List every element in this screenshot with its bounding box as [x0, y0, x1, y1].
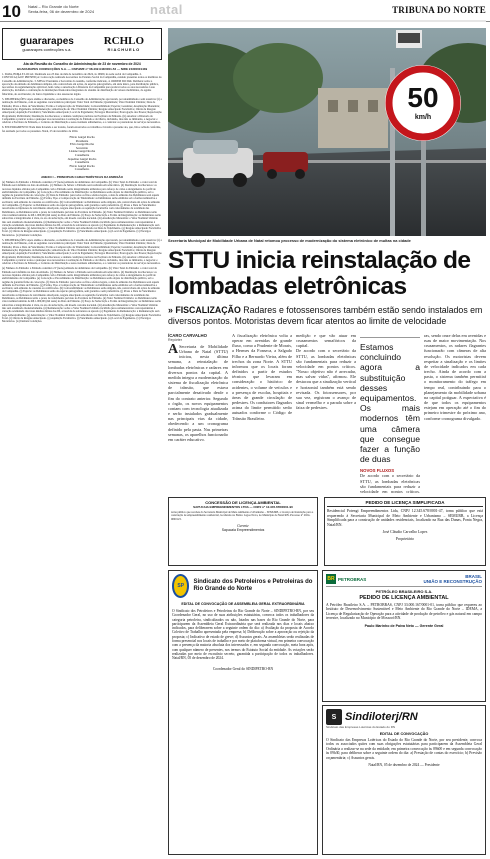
notice-paragraph: 6. ENCERRAMENTO: Nada mais havendo a ser tratado, foram encerrados os trabalhos e lavrada a presente ata, que, lida e achada conforme, foi assinada por todos os presentes. Natal, 23 de novembro de 2024. — [2, 126, 161, 133]
notice-signature: Natal/RN, 05 de dezembro de 2024 — Presidente — [368, 763, 440, 768]
sindipetro-header — [172, 574, 314, 598]
signature-role: Conselheiro — [74, 167, 90, 172]
byline: ÍCARO CARVALHO — [168, 333, 207, 338]
sindiloterj-title: Sindiloterj/RN — [345, 711, 418, 723]
drop-cap: A — [168, 342, 179, 357]
notice-paragraph: 5. DELIBERAÇÕES: Após análise e discussão, os membros do Conselho de Administração aprovaram, por unanimidade e sem ressalvas: (i) a realização da Emissão, com as seguintes características principais: Valor Total da Emissão; Quantidade; Valor Nominal Unitário; Data de Emissão; Prazo e Data de Vencimento; Forma e Comprovação de Titularidade; Conversibilidade; Espécie; Garantias; Atualização Monetária; Remuneração; Pagamento da Remuneração; Amortização do Valor Nominal Unitário; Resgate Antecipado Facultativo; Oferta de Resgate Antecipado; Aquisição Facultativa; Vencimento Antecipado; Local de Pagamento; Encargos Moratórios; Prorrogação dos Prazos; Repactuação Programada; Publicidade; Destinação dos Recursos; e demais condições previstas na Escritura de Emissão. (ii) autorizar a Diretoria da Companhia a praticar todos e quaisquer atos necessários à realização da Emissão e da Oferta, incluindo, mas não se limitando, a negociar e celebrar a Escritura de Emissão, o Contrato de Distribuição e seus eventuais aditamentos, e a contratar os prestadores de serviços necessários. — [2, 98, 162, 125]
notice-signature-company: Sapucaia Empreendimentos — [221, 527, 265, 532]
article-column — [296, 333, 356, 493]
signature-role: Conselheira — [74, 153, 90, 158]
notice-paragraph: 1. DATA, HORA E LOCAL: Realizada aos 23 dias do mês de novembro de 2024, às 10h00, na sede social da Companhia. 2. CONVOCAÇÃO E PRESENÇA: Convocação realizada nos termos do Estatuto Social da Companhia, estando presentes todos os membros do Conselho de Administração. 3. MESA: Presidente e Secretário da reunião, conforme indicado. 4. ORDEM DO DIA: Deliberar sobre a aprovação da emissão de debêntures simples, não conversíveis em ações, da espécie quirografária, em série única, para distribuição pública, nos termos da regulamentação aplicável, bem como a autorização à Diretoria da Companhia para praticar todos os atos necessários à sua efetivação, incluindo a contratação de instituições financeiras integrantes do sistema de distribuição de valores mobiliários, do agente fiduciário, do escriturador, do banco liquidante e dos assessores legais. — [2, 73, 162, 96]
riachuelo-logo: RCHLO RIACHUELO — [103, 35, 145, 52]
dateline-city: Natal – Rio Grande do Norte — [28, 4, 79, 9]
petrobras-logo: BR PETROBRAS — [327, 576, 367, 582]
signature-line: Flávio Gurgel Rocha — [69, 135, 95, 140]
notice-sapucaia — [168, 497, 318, 566]
notices-row — [168, 497, 486, 567]
signature-line: Jaqueline Gurgel Rocha — [67, 156, 97, 161]
notice-subtitle: GUARARAPES CONFECÇÕES S.A. — CNPJ/MF nº 08.402.943/0001-52 — NIRE 24300001439 — [16, 67, 148, 71]
notice-subtitle: SAPUCAIA EMPREENDIMENTOS LTDA — CNPJ nº 12.345.678/0001-90 — [193, 505, 293, 509]
notice-paragraph: 5. DELIBERAÇÕES: Após análise e discussão, os membros do Conselho de Administração aprovaram, por unanimidade e sem ressalvas: (i) a realização da Emissão, com as seguintes características principais: Valor Total da Emissão; Quantidade; Valor Nominal Unitário; Data de Emissão; Prazo e Data de Vencimento; Forma e Comprovação de Titularidade; Conversibilidade; Espécie; Garantias; Atualização Monetária; Remuneração; Pagamento da Remuneração; Amortização do Valor Nominal Unitário; Resgate Antecipado Facultativo; Oferta de Resgate Antecipado; Aquisição Facultativa; Vencimento Antecipado; Local de Pagamento; Encargos Moratórios; Prorrogação dos Prazos; Repactuação Programada; Publicidade; Destinação dos Recursos; e demais condições previstas na Escritura de Emissão. (ii) autorizar a Diretoria da Companhia a praticar todos e quaisquer atos necessários à realização da Emissão e da Oferta, incluindo, mas não se limitando, a negociar e celebrar a Escritura de Emissão, o Contrato de Distribuição e seus eventuais aditamentos, e a contratar os prestadores de serviços necessários. — [2, 239, 162, 266]
article-text: ras, sendo onze delas em avenidas e ruas de maior movimentação. Nos cruzamentos, os radares flagrantes funcionarão com câmeras de alta resolução. Os motoristas devem respeitar a sinalização e os limites de velocidade indicados em cada trecho. Ainda de acordo com a pasta, o sistema também permitirá o monitoramento do tráfego em tempo real, contribuindo para o planejamento da mobilidade urbana na capital potiguar. A expectativa é de que todos os equipamentos estejam em operação até o fim do primeiro trimestre do próximo ano, conforme cronograma divulgado. — [424, 333, 486, 421]
article-subhead — [168, 305, 486, 326]
pull-quote: Estamos concluindo agora a substituição desses equipamentos. Os mais modernos têm uma câmera que consegue fazer a função de duas — [360, 337, 420, 464]
notice-paragraph: (a) Número da Emissão: a Emissão constitui a 9ª (nona) emissão de debêntures da Companhia. (b) Valor Total da Emissão: o valor total da Emissão será definido na data de emissão. (c) Número de Séries: a Emissão será realizada em série única. (d) Destinação dos Recursos: os recursos líquidos obtidos pela Companhia com a Emissão serão integralmente utilizados para reforço de caixa e alongamento do perfil de endividamento da Companhia. (e) Colocação e Procedimento de Distribuição: as Debêntures serão objeto de distribuição pública, sob o regime de garantia firme de colocação. (f) Data de Emissão: para todos os fins e efeitos legais, a data de emissão das Debêntures será aquela definida na Escritura de Emissão. (g) Forma, Tipo e Comprovação de Titularidade: as Debêntures serão emitidas sob a forma nominativa e escritural, sem emissão de cautelas ou certificados. (h) Conversibilidade: as Debêntures serão simples, não conversíveis em ações de emissão da Companhia. (i) Espécie: as Debêntures serão da espécie quirografária, sem garantia e sem preferência. (j) Prazo e Data de Vencimento: ressalvadas as hipóteses de vencimento antecipado, resgate antecipado ou aquisição facultativa com cancelamento da totalidade das Debêntures, as Debêntures terão o prazo de vencimento previsto na Escritura de Emissão. (k) Valor Nominal Unitário: as Debêntures terão valor nominal unitário de R$ 1.000,00 (mil reais) na Data de Emissão. (l) Preço de Subscrição e Forma de Integralização: as Debêntures serão subscritas e integralizadas à vista, no ato da subscrição, em moeda corrente nacional. (m) Atualização Monetária: o Valor Nominal Unitário não será atualizado monetariamente. (n) Remuneração: sobre o Valor Nominal Unitário incidirão juros remuneratórios correspondentes à variação acumulada das taxas médias diárias dos DI, acrescida de sobretaxa ou spread. (o) Pagamento da Remuneração: a Remuneração será paga semestralmente. (p) Amortização: o Valor Nominal Unitário será amortizado na Data de Vencimento. (q) Resgate Antecipado Facultativo Total. (r) Oferta de Resgate Antecipado. (s) Aquisição Facultativa. (t) Vencimento Antecipado. (u) Local de Pagamento. (v) Encargos Moratórios. (w) Demais Condições. — [2, 267, 162, 324]
petrobras-br-icon: BR — [327, 576, 335, 582]
article-text: De acordo com o secretário da STTU, as lombadas eletrônicas são fundamentais para reduzir a velocidade em pontos críticos. "Nosso objetivo não é arrecadar, mas salvar vidas", afirmou. Ele destacou que a sinalização vertical e horizontal também está sendo revisada. Os fotossensores, por sua vez, registram o avanço de sinal vermelho e a parada sobre a faixa de pedestres. — [296, 348, 356, 411]
notice-signature: Coordenador Geral do SINDIPETRO-RN — [212, 666, 274, 671]
section-label — [150, 1, 290, 21]
sindipetro-logo: SP — [172, 574, 189, 598]
header-rule — [150, 20, 486, 22]
government-logo: BRASIL UNIÃO E RECONSTRUÇÃO — [423, 574, 482, 584]
article-text: De acordo com o secretário da STTU, as lombadas eletrônicas são fundamentais para reduzir a velocidade em pontos críticos. — [360, 473, 420, 493]
newspaper-name: TRIBUNA DO NORTE — [392, 5, 486, 15]
signature-role: Conselheira — [74, 160, 90, 165]
article-text: medição e que vão atuar em cruzamentos semafóricos da capital. — [296, 333, 356, 349]
speed-limit-sign-unit: km/h — [414, 114, 432, 121]
article-body — [168, 333, 486, 495]
notice-body: torna público que recebeu da Secretaria Municipal de Meio Ambiente e Urbanismo – SEMURB, a Licença de Instalação para a construção de empreendimento residencial, localizado no Bairro Lagoa Nova, no Município de Natal/RN. Processo nº 2024-0000123. — [171, 511, 314, 521]
article-column — [232, 333, 292, 493]
company-name: PETRÓLEO BRASILEIRO S.A. — [375, 589, 433, 594]
notice-title: PEDIDO DE LICENÇA SIMPLIFICADA — [327, 500, 483, 507]
notice-signature: Paulo Marinho de Paiva Neto — Gerente Geral — [364, 623, 444, 628]
speed-limit-sign-value: 50 — [407, 82, 439, 113]
notice-signature: Gerente — [237, 523, 249, 528]
legal-notice-guararapes — [2, 28, 162, 854]
notice-title: Ata da Reunião do Conselho de Administração de 23 de novembro de 2024 — [23, 62, 141, 66]
article-subtitle: NOVOS FLUXOS — [360, 468, 395, 474]
byline-role: Repórter — [168, 338, 182, 342]
notice-body: A Petróleo Brasileiro S.A. – PETROBRAS, CNPJ 33.000.167/0001-01, torna público que requereu ao Instituto de Desenvolvimento Sustentável e Meio Ambiente do Rio Grande do Norte – IDEMA, a Licença de Regularização de Operação para a atividade de produção de petróleo e gás natural em campo terrestre, localizado no Município de Mossoró/RN. — [326, 603, 482, 621]
notice-body: Residencial Potengi Empreendimentos Ltda, CNPJ 12.345.678/0001-47, torna público que está requerendo à Secretaria Municipal de Meio Ambiente e Urbanismo – SEMURB, a Licença Simplificada para a construção de unidades residenciais, localizado na Rua das Dunas, Ponta Negra, Natal/RN. — [327, 509, 483, 527]
page-number: 10 — [2, 2, 21, 21]
article-photo — [168, 28, 486, 236]
signature-line: Elvio Gurgel Rocha — [70, 142, 94, 147]
photo-caption: Secretaria Municipal de Mobilidade Urbana de Natal retomou processo de modernização do sistema eletrônico de multas na cidade — [168, 238, 411, 243]
dateline — [28, 4, 94, 14]
signature-line: Flavio Gurgel Rocha — [69, 163, 95, 168]
article-column — [424, 333, 486, 493]
page-header — [0, 0, 490, 22]
notice-signature: José Cláudio Carvalho Lopes — [382, 530, 428, 535]
article-column — [360, 333, 420, 493]
dateline-date: Sexta-feira, 06 de dezembro de 2024 — [28, 9, 95, 14]
article-column — [168, 333, 228, 493]
article-deck: Radares e fotossensores também estão sendo instalados em diversos pontos. Motoristas devem ficar atentos ao limite de velocidade — [168, 305, 483, 326]
notice-body: O Sindicato dos Petroleiros e Petroleiras do Rio Grande do Norte – SINDIPETRO-RN, por seu Coordenador Geral, no uso de suas atribuições estatutárias, convoca todos os trabalhadores da categoria petroleira, sindicalizados ou não, lotados nas bases do Rio Grande do Norte, para participarem da Assembleia Geral Extraordinária que será realizada nos dias e locais abaixo indicados, para deliberarem sobre a seguinte ordem do dia: a) Avaliação da proposta de Acordo Coletivo de Trabalho apresentada pela empresa; b) Deliberação sobre a aprovação ou rejeição da proposta; c) Indicativo de estado de greve; d) Assuntos gerais. As assembleias serão realizadas de forma presencial nos locais de trabalho e por meio de plataforma virtual, em primeira convocação com a presença da maioria absoluta dos interessados e, em segunda convocação, meia hora após, com qualquer número de presentes, nos termos do Estatuto Social da entidade. As votações serão realizadas por meio de escrutínio secreto, garantida a participação de todos os trabalhadores. Natal/RN, 05 de dezembro de 2024. — [172, 609, 314, 661]
notice-licenca-simplificada — [324, 497, 486, 566]
sindipetro-title: Sindicato dos Petroleiros e Petroleiras do Rio Grande do Norte — [193, 579, 313, 592]
edital-title: EDITAL DE CONVOCAÇÃO — [379, 732, 429, 736]
notice-logos — [2, 28, 162, 60]
edital-title: EDITAL DE CONVOCAÇÃO DE ASSEMBLEIA GERAL EXTRAORDINÁRIA — [181, 602, 305, 606]
notice-body: O Sindicato das Empresas Lotéricas do Estado do Rio Grande do Norte, por seu presidente, convoca todos os associados quites com suas obrigações estatutárias para participarem da Assembleia Geral Ordinária a realizar-se na sede da entidade, em primeira convocação às 09h00 e em segunda convocação às 09h30, para deliberar sobre a seguinte ordem do dia: a) Prestação de contas do exercício; b) Previsão orçamentária; c) Assuntos gerais. — [326, 738, 482, 760]
article-text: Secretaria de Mobilidade Urbana de Natal (STTU) iniciou, nesta última semana, a reinstalação de lombadas eletrônicas e radares em diversos pontos da capital. A medida integra a modernização do sistema de fiscalização eletrônica de trânsito, que estava parcialmente desativado desde o fim do contrato anterior. Segundo o órgão, os novos equipamentos contam com tecnologia atualizada e serão instalados gradualmente nas principais vias da cidade, obedecendo a um cronograma definido pela pasta. Nas primeiras semanas, os aparelhos funcionarão em caráter educativo. — [168, 344, 228, 442]
notice-paragraph: (a) Número da Emissão: a Emissão constitui a 9ª (nona) emissão de debêntures da Companhia. (b) Valor Total da Emissão: o valor total da Emissão será definido na data de emissão. (c) Número de Séries: a Emissão será realizada em série única. (d) Destinação dos Recursos: os recursos líquidos obtidos pela Companhia com a Emissão serão integralmente utilizados para reforço de caixa e alongamento do perfil de endividamento da Companhia. (e) Colocação e Procedimento de Distribuição: as Debêntures serão objeto de distribuição pública, sob o regime de garantia firme de colocação. (f) Data de Emissão: para todos os fins e efeitos legais, a data de emissão das Debêntures será aquela definida na Escritura de Emissão. (g) Forma, Tipo e Comprovação de Titularidade: as Debêntures serão emitidas sob a forma nominativa e escritural, sem emissão de cautelas ou certificados. (h) Conversibilidade: as Debêntures serão simples, não conversíveis em ações de emissão da Companhia. (i) Espécie: as Debêntures serão da espécie quirografária, sem garantia e sem preferência. (j) Prazo e Data de Vencimento: ressalvadas as hipóteses de vencimento antecipado, resgate antecipado ou aquisição facultativa com cancelamento da totalidade das Debêntures, as Debêntures terão o prazo de vencimento previsto na Escritura de Emissão. (k) Valor Nominal Unitário: as Debêntures terão valor nominal unitário de R$ 1.000,00 (mil reais) na Data de Emissão. (l) Preço de Subscrição e Forma de Integralização: as Debêntures serão subscritas e integralizadas à vista, no ato da subscrição, em moeda corrente nacional. (m) Atualização Monetária: o Valor Nominal Unitário não será atualizado monetariamente. (n) Remuneração: sobre o Valor Nominal Unitário incidirão juros remuneratórios correspondentes à variação acumulada das taxas médias diárias dos DI, acrescida de sobretaxa ou spread. (o) Pagamento da Remuneração: a Remuneração será paga semestralmente. (p) Amortização: o Valor Nominal Unitário será amortizado na Data de Vencimento. (q) Resgate Antecipado Facultativo Total. (r) Oferta de Resgate Antecipado. (s) Aquisição Facultativa. (t) Vencimento Antecipado. (u) Local de Pagamento. (v) Encargos Moratórios. (w) Demais Condições. — [2, 180, 162, 237]
signature-line: Lisiane Gurgel Rocha — [68, 149, 96, 154]
guararapes-logo: guararapes guararapes confecções s.a. — [19, 36, 74, 52]
article-kicker: » FISCALIZAÇÃO — [168, 305, 241, 315]
notice-title: CONCESSÃO DE LICENÇA AMBIENTAL — [205, 500, 281, 505]
sindiloterj-header — [326, 709, 482, 725]
notice-title: PEDIDO DE LICENÇA AMBIENTAL — [359, 595, 449, 601]
article-headline: STTU inicia reinstalação de lombadas eletrônicas — [168, 247, 471, 300]
signature-role: Presidente — [75, 138, 89, 143]
annex-title: ANEXO I – PRINCIPAIS CARACTERÍSTICAS DA EMISSÃO — [41, 174, 123, 179]
petrobras-logos — [326, 574, 482, 587]
sindiloterj-logo-icon: S — [326, 709, 342, 725]
signature-role: Secretário — [75, 145, 89, 150]
notice-signatures — [2, 136, 162, 172]
notice-sindipetro — [168, 570, 318, 855]
section-name: natal — [150, 2, 183, 17]
street-scene-photo — [168, 28, 486, 236]
notice-signature-role: Proprietário — [395, 537, 415, 542]
article-text: A fiscalização eletrônica volta a operar em avenidas de grande fluxo, como a Prudente de Morais, a Hermes da Fonseca, a Salgado Filho e a Bernardo Vieira, além de trechos da zona Norte. A STTU informou que os locais foram definidos a partir de estudos técnicos que levaram em consideração o histórico de acidentes, o volume de veículos e a presença de escolas, hospitais e áreas de grande circulação de pedestres. Os condutores flagrados acima do limite permitido serão autuados conforme o Código de Trânsito Brasileiro. — [232, 333, 292, 421]
notice-sindiloterj — [322, 705, 486, 855]
sindiloterj-subtitle: Sindicato das Empresas Lotéricas do Estado do RN — [326, 725, 396, 729]
notice-petrobras — [322, 570, 486, 702]
